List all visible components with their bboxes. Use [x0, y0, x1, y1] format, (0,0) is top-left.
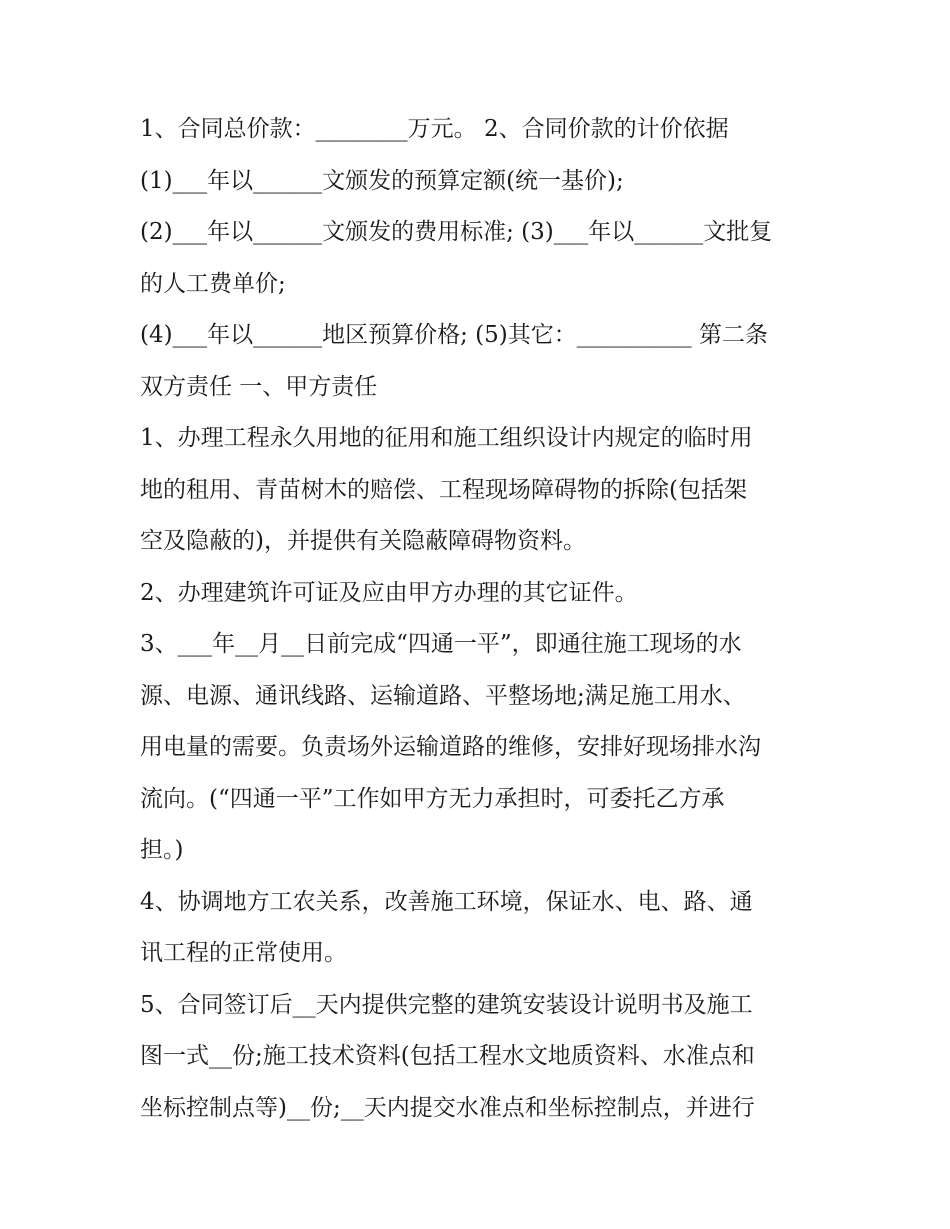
- text-line-12: 源、电源、通讯线路、运输道路、平整场地;满足施工用水、: [140, 682, 746, 709]
- text-line-19: 图一式__份;施工技术资料(包括工程水文地质资料、水准点和: [140, 1043, 755, 1069]
- text-line-9: 空及隐蔽的)，并提供有关隐蔽障碍物资料。: [140, 528, 586, 554]
- text-line-15: 担。): [140, 837, 184, 863]
- text-line-17: 讯工程的正常使用。: [140, 940, 347, 966]
- text-line-2: (1)___年以______文颁发的预算定额(统一基价);: [140, 167, 624, 194]
- text-line-13: 用电量的需要。负责场外运输道路的维修，安排好现场排水沟: [140, 734, 761, 760]
- text-line-20: 坐标控制点等)__份;__天内提交水准点和坐标控制点，并进行: [140, 1094, 755, 1121]
- text-line-6: 双方责任 一、甲方责任: [140, 373, 378, 400]
- text-line-1: 1、合同总价款：________万元。 2、合同价款的计价依据: [140, 116, 729, 142]
- text-line-3: (2)___年以______文颁发的费用标准; (3)___年以______文批复: [140, 219, 773, 245]
- text-line-11: 3、___年__月__日前完成“四通一平”，即通往施工现场的水: [140, 631, 742, 657]
- text-line-14: 流向。(“四通一平”工作如甲方无力承担时，可委托乙方承: [140, 785, 725, 812]
- text-line-5: (4)___年以______地区预算价格; (5)其它：__________ 第二条: [140, 322, 769, 348]
- contract-text: [140, 104, 820, 1134]
- text-line-8: 地的租用、青苗树木的赔偿、工程现场障碍物的拆除(包括架: [140, 476, 747, 503]
- text-line-16: 4、协调地方工农关系，改善施工环境，保证水、电、路、通: [140, 888, 753, 915]
- text-line-10: 2、办理建筑许可证及应由甲方办理的其它证件。: [140, 579, 638, 606]
- text-line-4: 的人工费单价;: [140, 270, 286, 297]
- text-line-7: 1、办理工程永久用地的征用和施工组织设计内规定的临时用: [140, 425, 753, 451]
- text-line-18: 5、合同签订后__天内提供完整的建筑安装设计说明书及施工: [140, 991, 753, 1018]
